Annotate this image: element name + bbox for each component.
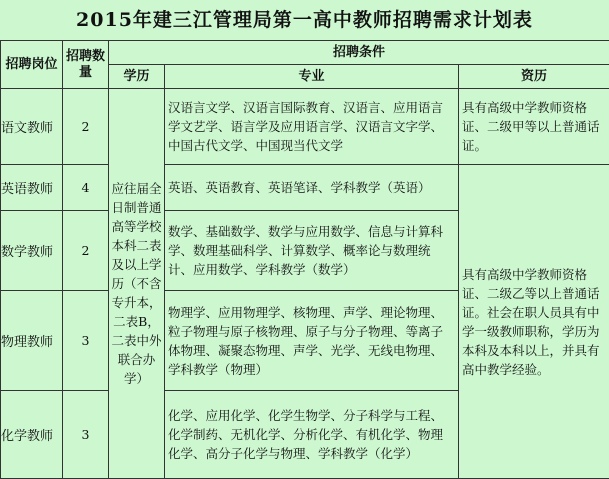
major-cell: 化学、应用化学、化学生物学、分子科学与工程、化学制药、无机化学、分析化学、有机化学、物理化学、高分子化学与物理、学科教学（化学） <box>165 391 459 479</box>
header-education: 学历 <box>109 65 165 89</box>
major-cell: 汉语言文学、汉语言国际教育、汉语言、应用语言学文艺学、语言学及应用语言学、汉语言文字学、中国古代文学、中国现当代文学 <box>165 89 459 165</box>
position-cell: 语文教师 <box>1 89 63 165</box>
position-cell: 化学教师 <box>1 391 63 479</box>
quantity-cell: 2 <box>63 211 109 291</box>
position-cell: 数学教师 <box>1 211 63 291</box>
quantity-cell: 4 <box>63 165 109 211</box>
quantity-cell: 3 <box>63 391 109 479</box>
header-qualification: 资历 <box>459 65 609 89</box>
recruitment-table <box>0 40 609 479</box>
header-quantity: 招聘数量 <box>63 41 109 89</box>
document-title: 2015年建三江管理局第一高中教师招聘需求计划表 <box>0 0 609 40</box>
qualification-cell-2: 具有高级中学教师资格证、二级乙等以上普通话证。社会在职人员具有中学一级教师职称，学历为本科及本科以上，并具有高中教学经验。 <box>459 165 609 479</box>
header-major: 专业 <box>165 65 459 89</box>
qualification-cell-1: 具有高级中学教师资格证、二级甲等以上普通话证。 <box>459 89 609 165</box>
major-cell: 数学、基础数学、数学与应用数学、信息与计算科学、数理基础科学、计算数学、概率论与数理统计、应用数学、学科教学（数学） <box>165 211 459 291</box>
position-cell: 物理教师 <box>1 291 63 391</box>
header-position: 招聘岗位 <box>1 41 63 89</box>
major-cell: 物理学、应用物理学、核物理、声学、理论物理、粒子物理与原子核物理、原子与分子物理、等离子体物理、凝聚态物理、声学、光学、无线电物理、学科教学（物理） <box>165 291 459 391</box>
quantity-cell: 2 <box>63 89 109 165</box>
education-cell: 应往届全日制普通高等学校本科二表及以上学历（不含专升本，二表B，二表中外联合办学） <box>109 89 165 479</box>
table-row <box>1 165 609 211</box>
table-row <box>1 89 609 165</box>
quantity-cell: 3 <box>63 291 109 391</box>
header-conditions: 招聘条件 <box>109 41 609 65</box>
position-cell: 英语教师 <box>1 165 63 211</box>
major-cell: 英语、英语教育、英语笔译、学科教学（英语） <box>165 165 459 211</box>
header-row-1 <box>1 41 609 65</box>
